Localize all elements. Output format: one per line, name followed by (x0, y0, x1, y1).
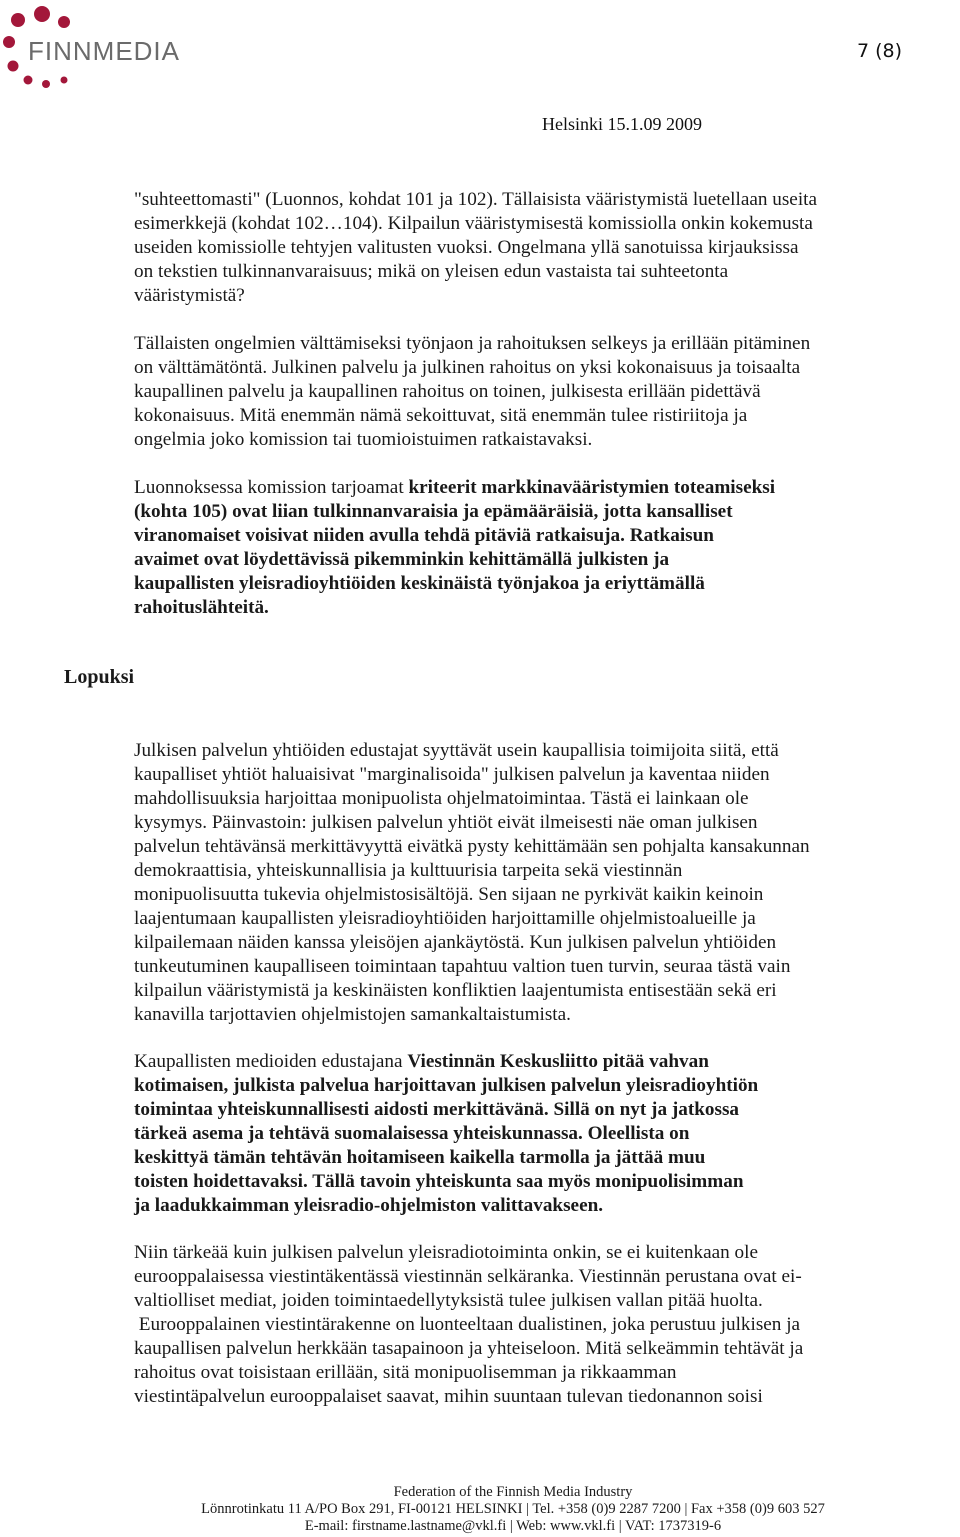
text-line: on tekstien tulkinnanvaraisuus; mikä on yleisen edun vastaista tai suhteetonta (134, 261, 729, 282)
text-line: esimerkkejä (kohdat 102…104). Kilpailun vääristymisestä komissiolla onkin kokemusta (134, 213, 813, 234)
text-line: eurooppalaisessa viestintäkentässä viestinnän selkäranka. Viestinnän perustana ovat ei- (134, 1266, 802, 1287)
bold-text-line: rahoituslähteitä. (134, 597, 269, 618)
text-line: kilpailun vääristymistä ja keskinäisten konfliktien laajentumista entisestään sekä eri (134, 980, 777, 1001)
footer-contact: E-mail: firstname.lastname@vkl.fi | Web: www.vkl.fi | VAT: 1737319-6 (304, 1518, 722, 1534)
text-line (134, 1050, 960, 1074)
text-line: monipuolisuutta tukevia ohjelmistosisältöjä. Sen sijaan ne pyrkivät kaikin keinoin (134, 884, 764, 905)
section-heading: Lopuksi (64, 666, 135, 688)
text-line: vääristymistä? (134, 285, 245, 306)
page-number: 7 (8) (856, 40, 902, 62)
text-line: on välttämätöntä. Julkinen palvelu ja julkinen rahoitus on yksi kokonaisuus ja toisaalta (134, 357, 801, 378)
text-line: viestintäpalvelun eurooppalaiset saavat, mihin suuntaan tulevan tiedonannon soisi (134, 1386, 763, 1407)
document-date: Helsinki 15.1.09 2009 (542, 114, 702, 134)
paragraph (134, 1050, 960, 1218)
text-line: kaupallinen palvelu ja kaupallinen rahoitus on toinen, julkisesta erillään pidettävä (134, 381, 761, 402)
footer-address: Lönnrotinkatu 11 A/PO Box 291, FI-00121 HELSINKI | Tel. +358 (0)9 2287 7200 | Fax +358 (0)9 603 527 (201, 1501, 825, 1517)
bold-text-run: kriteerit markkinavääristymien toteamiseksi (408, 477, 776, 498)
text-line: tunkeutuminen kaupalliseen toimintaan tapahtuu valtion tuen turvin, seuraa tästä vain (134, 956, 791, 977)
text-line: kanavilla tarjottavien ohjelmistojen samankaltaistumista. (134, 1004, 571, 1025)
text-line: "suhteettomasti" (Luonnos, kohdat 101 ja 102). Tällaisista vääristymistä luetellaan useita (134, 189, 817, 210)
text-line: rahoitus ovat toisistaan erillään, sitä monipuolisemman ja rikkaamman (134, 1362, 677, 1383)
text-line (134, 476, 960, 500)
bold-text-line: toisten hoidettavaksi. Tällä tavoin yhteiskunta saa myös monipuolisimman (134, 1171, 744, 1192)
bold-text-line: kaupallisten yleisradioyhtiöiden keskinäistä työnjakoa ja eriyttämällä (134, 573, 705, 594)
paragraph (134, 188, 960, 308)
bold-text-line: viranomaiset voisivat niiden avulla tehdä pitäviä ratkaisuja. Ratkaisun (134, 525, 714, 546)
paragraph (134, 332, 960, 452)
text-line: palvelun tehtävänsä merkittävyyttä eivätkä pysty kehittämään sen pohjalta kansakunnan (134, 836, 810, 857)
bold-text-line: kotimaisen, julkista palvelua harjoittavan julkisen palvelun yleisradioyhtiön (134, 1075, 759, 1096)
text-run: Kaupallisten medioiden edustajana (134, 1051, 408, 1072)
paragraph (134, 739, 960, 1027)
bold-text-line: avaimet ovat löydettävissä pikemminkin kehittämällä julkisten ja (134, 549, 670, 570)
finnmedia-logo (0, 0, 230, 92)
bold-text-line: tärkeä asema ja tehtävä suomalaisessa yhteiskunnassa. Oleellista on (134, 1123, 690, 1144)
text-line: Eurooppalainen viestintärakenne on luonteeltaan dualistinen, joka perustuu julkisen ja (134, 1314, 801, 1335)
paragraph (134, 476, 960, 620)
text-line: Julkisen palvelun yhtiöiden edustajat syyttävät usein kaupallisia toimijoita siitä, että (134, 740, 779, 761)
text-line: kaupalliset yhtiöt haluaisivat "marginalisoida" julkisen palvelun ja kaventaa niiden (134, 764, 770, 785)
bold-text-line: ja laadukkaimman yleisradio-ohjelmiston valittavakseen. (134, 1195, 604, 1216)
text-line: laajentumaan kaupallisten yleisradioyhtiöiden harjoittamille ohjelmistoalueille ja (134, 908, 756, 929)
text-line: useiden komissiolle tehtyjen valitusten vuoksi. Ongelmana yllä sanotuissa kirjauksissa (134, 237, 799, 258)
logo-wordmark: FINNMEDIA (28, 36, 180, 66)
text-run: Luonnoksessa komission tarjoamat (134, 477, 409, 498)
text-line: demokraattisia, yhteiskunnallisia ja kulttuurisia tarpeita sekä viestinnän (134, 860, 683, 881)
text-line: Tällaisten ongelmien välttämiseksi työnjaon ja rahoituksen selkeys ja erillään pitäminen (134, 333, 811, 354)
paragraph (134, 1241, 960, 1409)
text-line: valtiolliset mediat, joiden toimintaedellytyksistä tulee julkisen vallan pitää huolta. (134, 1290, 763, 1311)
bold-text-run: Viestinnän Keskusliitto pitää vahvan (407, 1051, 709, 1072)
footer-organization: Federation of the Finnish Media Industry (393, 1484, 633, 1500)
text-line: kokonaisuus. Mitä enemmän nämä sekoittuvat, sitä enemmän tulee ristiriitoja ja (134, 405, 748, 426)
text-line: kysymys. Päinvastoin: julkisen palvelun yhtiöt eivät ilmeisesti näe oman julkisen (134, 812, 758, 833)
text-line: kaupallisen palvelun herkkään tasapainoon ja yhteiseloon. Mitä selkeämmin tehtävät ja (134, 1338, 804, 1359)
bold-text-line: toimintaa yhteiskunnallisesti aidosti merkittävänä. Sillä on nyt ja jatkossa (134, 1099, 740, 1120)
text-line: Niin tärkeää kuin julkisen palvelun yleisradiotoiminta onkin, se ei kuitenkaan ole (134, 1242, 758, 1263)
bold-text-line: (kohta 105) ovat liian tulkinnanvaraisia ja epämääräisiä, jotta kansalliset (134, 501, 733, 522)
text-line: kilpailemaan näiden kanssa yleisöjen ajankäytöstä. Kun julkisen palvelun yhtiöiden (134, 932, 777, 953)
bold-text-line: keskittyä tämän tehtävän hoitamiseen kaikella tarmolla ja jättää muu (134, 1147, 706, 1168)
text-line: mahdollisuuksia harjoittaa monipuolista ohjelmatoimintaa. Tästä ei lainkaan ole (134, 788, 749, 809)
text-line: ongelmia joko komission tai tuomioistuimen ratkaistavaksi. (134, 429, 593, 450)
page-footer (0, 1484, 960, 1535)
